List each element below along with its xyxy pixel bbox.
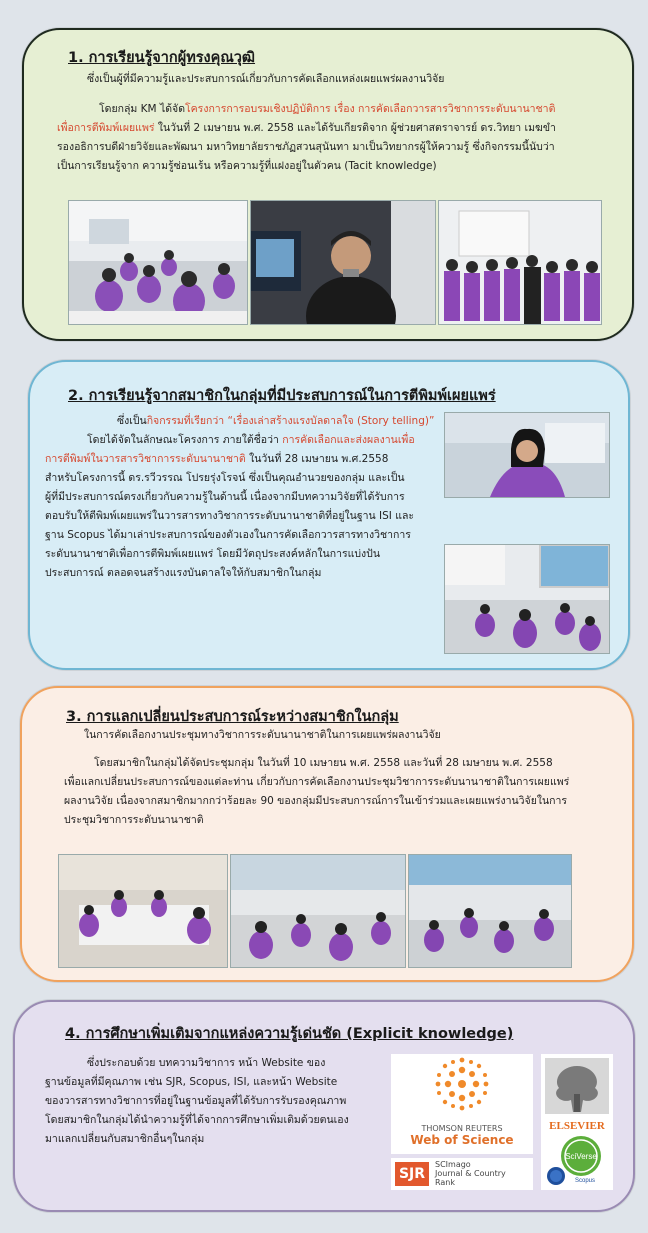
section-3-title: 3. การแลกเปลี่ยนประสบการณ์ระหว่างสมาชิกในกลุ่ม bbox=[66, 709, 399, 725]
section-3-panel bbox=[20, 686, 634, 982]
section-2-title: 2. การเรียนรู้จากสมาชิกในกลุ่มที่มีประสบการณ์ในการตีพิมพ์เผยแพร่ bbox=[68, 388, 496, 404]
sjr-text: SCImago Journal & Country Rank bbox=[435, 1160, 506, 1187]
section-2-body: ซึ่งเป็นกิจกรรมที่เรียกว่า “เรื่องเล่าสร้างแรงบัลดาลใจ (Story telling)” โดยได้จัดในลักษณะโครงการ ภายใต้ชื่อว่า การคัดเลือกและส่งผลงานเพื่อ การตีพิมพ์ในวารสารวิชาการระดับนานาชาติ ในวันที่ 28 เมษายน พ.ศ.2558 สำหรับโครงการนี้ ดร.รวีวรรณ โปรยรุ่งโรจน์ ซึ่งเป็นคุณอำนวยของกลุ่ม และเป็น ผู้ที่มีประสบการณ์ตรงเกี่ยวกับความรู้ในด้านนี้ เนื่องจากมีบทความวิจัยที่ได้รับการ ตอบรับให้ตีพิมพ์เผยแพร่ในวารสารทางวิชาการระดับนานาชาติที่อยู่ในฐาน ISI และ ฐาน Scopus ได้มาเล่าประสบการณ์ของตัวเองในการคัดเลือกวารสารทางวิชาการ ระดับนานาชาติเพื่อการตีพิมพ์เผยแพร่ โดยมีวัตถุประสงค์หลักในการแบ่งปัน ประสบการณ์ ตลอดจนสร้างแรงบันดาลใจให้กับสมาชิกในกลุ่ม bbox=[45, 415, 435, 579]
section-2-panel bbox=[28, 360, 630, 670]
sciverse-icon bbox=[541, 1132, 613, 1188]
section-3-body: โดยสมาชิกในกลุ่มได้จัดประชุมกลุ่ม ในวันที่ 10 เมษายน พ.ศ. 2558 และวันที่ 28 เมษายน พ.ศ. 2558 เพื่อแลกเปลี่ยนประสบการณ์ของแต่ละท่าน เกี่ยวกับการคัดเลือกงานประชุมวิชาการระดับนานาชาติในการเผยแพร่ ผลงานวิจัย เนื่องจากสมาชิกมากกว่าร้อยละ 90 ของกลุ่มมีประสบการณ์การในเข้าร่วมและเผยแพร่งานวิจัยในการ ประชุมวิชาการระดับนานาชาติ bbox=[64, 757, 570, 826]
elsevier-logo bbox=[541, 1054, 613, 1190]
group-photo bbox=[438, 200, 602, 325]
sjr-badge: SJR bbox=[395, 1162, 429, 1186]
elsevier-tree-icon bbox=[541, 1054, 613, 1116]
section-1-subtitle: ซึ่งเป็นผู้ที่มีความรู้และประสบการณ์เกี่ยวกับการคัดเลือกแหล่งเผยแพร่ผลงานวิจัย bbox=[87, 73, 445, 85]
group-meeting-photo-3 bbox=[408, 854, 572, 968]
web-of-science-logo bbox=[391, 1054, 533, 1154]
speaker-photo bbox=[250, 200, 436, 325]
group-meeting-photo-1 bbox=[58, 854, 228, 968]
story-telling-label: กิจกรรมที่เรียกว่า “เรื่องเล่าสร้างแรงบัลดาลใจ (Story telling)” bbox=[146, 415, 435, 427]
workshop-title: โครงการการอบรมเชิงปฏิบัติการ เรื่อง การคัดเลือกวารสารวิชาการระดับนานาชาติ bbox=[185, 103, 556, 115]
sciverse-text: SciVerse bbox=[565, 1152, 597, 1161]
web-of-science-label: Web of Science bbox=[410, 1133, 514, 1147]
training-room-photo bbox=[68, 200, 248, 325]
meeting-room-photo bbox=[444, 544, 610, 654]
section-3-subtitle: ในการคัดเลือกงานประชุมทางวิชาการระดับนานาชาติในการเผยแพร่ผลงานวิจัย bbox=[84, 729, 441, 741]
section-4-panel bbox=[13, 1000, 635, 1212]
presenter-photo bbox=[444, 412, 610, 498]
section-1-body: โดยกลุ่ม KM ได้จัดโครงการการอบรมเชิงปฏิบัติการ เรื่อง การคัดเลือกวารสารวิชาการระดับนานาชาติ เพื่อการตีพิมพ์เผยแพร่ ในวันที่ 2 เมษายน พ.ศ. 2558 และได้รับเกียรติจาก ผู้ช่วยศาสตราจารย์ ดร.วิทยา เมฆขำ รองอธิการบดีฝ่ายวิจัยและพัฒนา มหาวิทยาลัยราชภัฏสวนสุนันทา มาเป็นวิทยากรผู้ให้ความรู้ ซึ่งกิจกรรมนี้นับว่า เป็นการเรียนรู้จาก ความรู้ซ่อนเร้น หรือความรู้ที่แฝงอยู่ในตัวคน (Tacit knowledge) bbox=[57, 103, 556, 172]
section-1-panel bbox=[22, 28, 634, 341]
elsevier-label: ELSEVIER bbox=[549, 1120, 605, 1132]
sjr-logo bbox=[391, 1158, 533, 1190]
scopus-text: Scopus bbox=[574, 1178, 596, 1184]
section-4-title: 4. การศึกษาเพิ่มเติมจากแหล่งความรู้เด่นชัด (Explicit knowledge) bbox=[65, 1026, 514, 1042]
section-1-title: 1. การเรียนรู้จากผู้ทรงคุณวุฒิ bbox=[68, 50, 256, 66]
section-4-body: ซึ่งประกอบด้วย บทความวิชาการ หน้า Website ของ ฐานข้อมูลที่มีคุณภาพ เช่น SJR, Scopus, ISI, และหน้า Website ของวารสารทางวิชาการที่อยู่ในฐานข้อมูลที่ได้รับการรับรองคุณภาพ โดยสมาชิกในกลุ่มได้นำความรู้ที่ได้จากการศึกษาเพิ่มเติมด้วยตนเอง มาแลกเปลี่ยนกับสมาชิกอื่นๆในกลุ่ม bbox=[45, 1057, 349, 1145]
thomson-reuters-label: THOMSON REUTERS bbox=[421, 1124, 503, 1133]
thomson-reuters-dots-icon bbox=[391, 1054, 533, 1114]
group-meeting-photo-2 bbox=[230, 854, 406, 968]
